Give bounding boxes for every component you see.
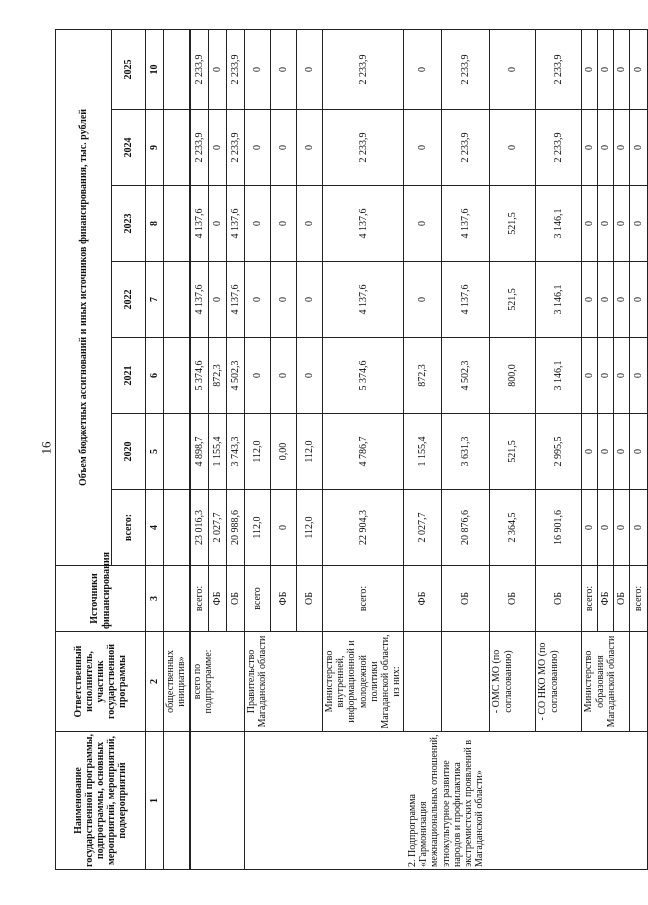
value-cell: 2 233,9 [323, 110, 404, 186]
source-cell: всего: [191, 566, 209, 632]
header-name: Наименование государственной программы, подпрограммы, основных мероприятий, мероприятий, подмероприятий [56, 732, 146, 870]
rotated-table-container [55, 30, 645, 870]
value-cell: 2 233,9 [442, 110, 490, 186]
value-cell: 4 898,7 [191, 414, 209, 490]
value-cell: 20 988,6 [227, 490, 245, 566]
budget-table-body [190, 29, 648, 870]
value-cell: 0 [614, 186, 630, 262]
value-cell: 0 [271, 338, 297, 414]
value-cell: 0 [209, 262, 227, 338]
value-cell: 0 [271, 186, 297, 262]
value-cell: 23 016,3 [191, 490, 209, 566]
value-cell: 0 [614, 262, 630, 338]
executor-cell: Министерство образования Магаданской области [582, 632, 630, 732]
value-cell: 0 [490, 30, 536, 110]
source-cell: всего [245, 566, 271, 632]
value-cell: 3 631,3 [442, 414, 490, 490]
value-cell: 3 743,3 [227, 414, 245, 490]
value-cell: 2 233,9 [536, 30, 582, 110]
source-cell: всего: [323, 566, 404, 632]
value-cell: 0 [297, 262, 323, 338]
value-cell: 4 137,6 [227, 186, 245, 262]
value-cell: 0 [490, 110, 536, 186]
value-cell: 0 [297, 338, 323, 414]
value-cell: 112,0 [245, 490, 271, 566]
value-cell: 5 374,6 [323, 338, 404, 414]
value-cell: 112,0 [245, 414, 271, 490]
value-cell: 0 [404, 186, 442, 262]
source-cell: ФБ [209, 566, 227, 632]
executor-cell: - СО НКО МО (по согласованию) [536, 632, 582, 732]
name-cell-empty [164, 732, 190, 870]
header-volume: Объем бюджетных ассигнований и иных источников финансирования, тыс. рублей [56, 29, 112, 565]
header-year: 2021 [112, 338, 146, 414]
value-cell: 0 [582, 110, 598, 186]
source-cell: ОБ [490, 566, 536, 632]
executor-cell [442, 632, 490, 732]
value-cell: 0 [271, 30, 297, 110]
index-cell: 8 [146, 186, 164, 262]
value-cell: 0 [614, 338, 630, 414]
source-cell: всего: [630, 566, 648, 632]
subprogram-2-name: 2. Подпрограмма «Гармонизация межнациональных отношений, этнокультурное развитие народов и профилактика экстремистских проявлений в Магаданской области» [245, 732, 648, 870]
value-cell: 5 374,6 [191, 338, 209, 414]
source-cell: ФБ [404, 566, 442, 632]
index-row [146, 29, 164, 869]
value-cell: 0 [630, 186, 648, 262]
value-cell: 872,3 [404, 338, 442, 414]
value-cell: 521,5 [490, 414, 536, 490]
source-cell: ОБ [227, 566, 245, 632]
value-cell: 0 [598, 414, 614, 490]
value-cell: 0 [297, 110, 323, 186]
value-cell: 2 233,9 [442, 30, 490, 110]
header-year: 2024 [112, 110, 146, 186]
budget-table [55, 29, 190, 870]
source-cell: всего: [582, 566, 598, 632]
value-cell: 0 [245, 262, 271, 338]
value-cell: 112,0 [297, 490, 323, 566]
source-cell: ОБ [614, 566, 630, 632]
value-cell: 0 [297, 30, 323, 110]
value-cell: 0 [598, 110, 614, 186]
index-cell: 9 [146, 110, 164, 186]
index-cell: 5 [146, 414, 164, 490]
value-cell: 521,5 [490, 262, 536, 338]
executor-cell: всего по подпрограмме: [191, 632, 245, 732]
value-cell: 2 233,9 [227, 110, 245, 186]
value-cell: 521,5 [490, 186, 536, 262]
source-cell: ОБ [442, 566, 490, 632]
value-cell: 1 155,4 [404, 414, 442, 490]
value-cell: 4 137,6 [191, 186, 209, 262]
value-cell: 4 137,6 [227, 262, 245, 338]
value-cell: 2 027,7 [404, 490, 442, 566]
value-cell: 2 233,9 [323, 30, 404, 110]
source-cell-empty [164, 566, 190, 632]
header-year: 2025 [112, 29, 146, 109]
value-cell: 0 [614, 110, 630, 186]
value-cell: 2 027,7 [209, 490, 227, 566]
index-cell: 2 [146, 632, 164, 732]
header-year: 2023 [112, 186, 146, 262]
value-cell: 1 155,4 [209, 414, 227, 490]
value-cell: 4 137,6 [442, 262, 490, 338]
value-cell: 0 [630, 110, 648, 186]
value-cell: 2 233,9 [227, 30, 245, 110]
header-source: Источники финансирования [56, 566, 146, 632]
value-cell: 0 [271, 110, 297, 186]
value-cell: 0 [271, 490, 297, 566]
value-cell: 0 [598, 186, 614, 262]
index-cell: 4 [146, 490, 164, 566]
index-cell: 3 [146, 566, 164, 632]
value-cell: 0 [582, 186, 598, 262]
value-cell: 0 [404, 110, 442, 186]
header-executor: Ответственный исполнитель, участник государственной программы [56, 632, 146, 732]
value-cell: 0 [630, 338, 648, 414]
value-cell: 22 904,3 [323, 490, 404, 566]
page-number: 16 [38, 441, 54, 455]
executor-cell [630, 632, 648, 732]
value-cell: 4 502,3 [442, 338, 490, 414]
public-initiatives-label: общественных инициатив» [164, 632, 190, 732]
value-cell: 0 [614, 414, 630, 490]
value-cell: 872,3 [209, 338, 227, 414]
value-cell: 3 146,1 [536, 262, 582, 338]
value-cell: 0 [614, 30, 630, 110]
table-row [191, 30, 209, 870]
value-cell: 0 [598, 262, 614, 338]
value-cell: 2 995,5 [536, 414, 582, 490]
value-cell: 0,00 [271, 414, 297, 490]
value-cell: 0 [245, 30, 271, 110]
value-cell: 0 [582, 30, 598, 110]
source-cell: ОБ [297, 566, 323, 632]
value-cell: 2 233,9 [191, 30, 209, 110]
value-cell: 0 [404, 262, 442, 338]
value-cell: 0 [271, 262, 297, 338]
source-cell: ОБ [536, 566, 582, 632]
value-cell: 0 [630, 30, 648, 110]
value-cell: 0 [245, 338, 271, 414]
value-cell: 3 146,1 [536, 186, 582, 262]
value-cell: 112,0 [297, 414, 323, 490]
index-cell: 1 [146, 732, 164, 870]
table-row [245, 30, 271, 870]
value-cell: 0 [209, 186, 227, 262]
source-cell: ФБ [598, 566, 614, 632]
index-cell: 6 [146, 338, 164, 414]
source-cell: ФБ [271, 566, 297, 632]
value-cell: 0 [598, 490, 614, 566]
value-cell: 0 [630, 262, 648, 338]
header-year: 2020 [112, 414, 146, 490]
value-cell: 2 233,9 [536, 110, 582, 186]
value-cell: 4 786,7 [323, 414, 404, 490]
value-cell: 3 146,1 [536, 338, 582, 414]
value-cell: 0 [598, 338, 614, 414]
index-cell: 7 [146, 262, 164, 338]
value-cell: 4 137,6 [323, 186, 404, 262]
value-cell: 16 901,6 [536, 490, 582, 566]
executor-cell: Министерство внутренней, информационной и молодежной политики Магаданской области, из них: [323, 632, 404, 732]
value-cell: 0 [582, 414, 598, 490]
executor-cell: Правительство Магаданской области [245, 632, 323, 732]
value-cell: 0 [245, 186, 271, 262]
value-cell: 0 [614, 490, 630, 566]
index-cell: 10 [146, 29, 164, 109]
value-cell: 4 137,6 [323, 262, 404, 338]
value-cell: 0 [582, 490, 598, 566]
subprogram-name-cell [191, 732, 245, 870]
executor-cell [404, 632, 442, 732]
value-cell: 0 [404, 30, 442, 110]
value-cell: 2 364,5 [490, 490, 536, 566]
value-cell: 0 [245, 110, 271, 186]
value-cell: 2 233,9 [191, 110, 209, 186]
value-cell: 0 [209, 110, 227, 186]
value-cell: 20 876,6 [442, 490, 490, 566]
value-cell: 0 [297, 186, 323, 262]
value-cell: 4 502,3 [227, 338, 245, 414]
value-cell: 0 [582, 338, 598, 414]
value-cell: 0 [582, 262, 598, 338]
value-cell: 4 137,6 [442, 186, 490, 262]
value-cell: 0 [630, 414, 648, 490]
value-cell: 0 [630, 490, 648, 566]
header-total: всего: [112, 490, 146, 566]
value-cell: 0 [598, 30, 614, 110]
value-cell: 0 [209, 30, 227, 110]
header-year: 2022 [112, 262, 146, 338]
value-cell: 4 137,6 [191, 262, 209, 338]
executor-cell: - ОМС МО (по согласованию) [490, 632, 536, 732]
value-cell: 800,0 [490, 338, 536, 414]
